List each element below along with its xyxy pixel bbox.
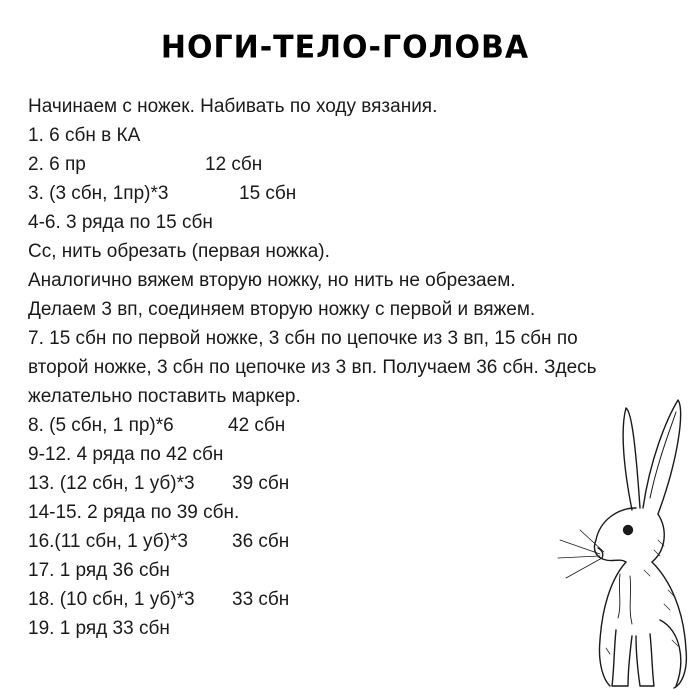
line-text: 9-12. 4 ряда по 42 сбн bbox=[28, 444, 224, 465]
line-text: 3. (3 сбн, 1пр)*3 bbox=[28, 183, 169, 204]
text-line bbox=[28, 208, 668, 237]
stitch-count: 12 сбн bbox=[205, 154, 263, 175]
line-text: второй ножке, 3 сбн по цепочке из 3 вп. Получаем 36 сбн. Здесь bbox=[28, 357, 597, 378]
rabbit-illustration bbox=[540, 390, 690, 690]
line-text: Начинаем с ножек. Набивать по ходу вязания. bbox=[28, 96, 438, 117]
page-title: НОГИ-ТЕЛО-ГОЛОВА bbox=[160, 29, 530, 66]
line-text: 2. 6 пр bbox=[28, 154, 86, 175]
stitch-count: 39 сбн bbox=[232, 473, 290, 494]
line-text: Аналогично вяжем вторую ножку, но нить не обрезаем. bbox=[28, 270, 516, 291]
line-text: Делаем 3 вп, соединяем вторую ножку с первой и вяжем. bbox=[28, 299, 536, 320]
text-line bbox=[28, 121, 668, 150]
line-text: 4-6. 3 ряда по 15 сбн bbox=[28, 212, 213, 233]
text-line bbox=[28, 150, 668, 179]
line-text: 19. 1 ряд 33 сбн bbox=[28, 618, 170, 639]
text-line bbox=[28, 92, 668, 121]
line-text: 17. 1 ряд 36 сбн bbox=[28, 560, 170, 581]
stitch-count: 36 сбн bbox=[232, 531, 290, 552]
text-line bbox=[28, 237, 668, 266]
line-text: 18. (10 сбн, 1 уб)*3 bbox=[28, 589, 195, 610]
line-text: 13. (12 сбн, 1 уб)*3 bbox=[28, 473, 195, 494]
line-text: 16.(11 сбн, 1 уб)*3 bbox=[28, 531, 188, 552]
line-text: 7. 15 сбн по первой ножке, 3 сбн по цепочке из 3 вп, 15 сбн по bbox=[28, 328, 578, 349]
line-text: Сс, нить обрезать (первая ножка). bbox=[28, 241, 330, 262]
line-text: 14-15. 2 ряда по 39 сбн. bbox=[28, 502, 240, 523]
line-text: желательно поставить маркер. bbox=[28, 386, 301, 407]
stitch-count: 42 сбн bbox=[228, 415, 286, 436]
text-line bbox=[28, 353, 668, 382]
stitch-count: 15 сбн bbox=[239, 183, 297, 204]
text-line bbox=[28, 295, 668, 324]
line-text: 8. (5 сбн, 1 пр)*6 bbox=[28, 415, 174, 436]
text-line bbox=[28, 179, 668, 208]
stitch-count: 33 сбн bbox=[232, 589, 290, 610]
line-text: 1. 6 сбн в КА bbox=[28, 125, 141, 146]
text-line bbox=[28, 266, 668, 295]
text-line bbox=[28, 324, 668, 353]
